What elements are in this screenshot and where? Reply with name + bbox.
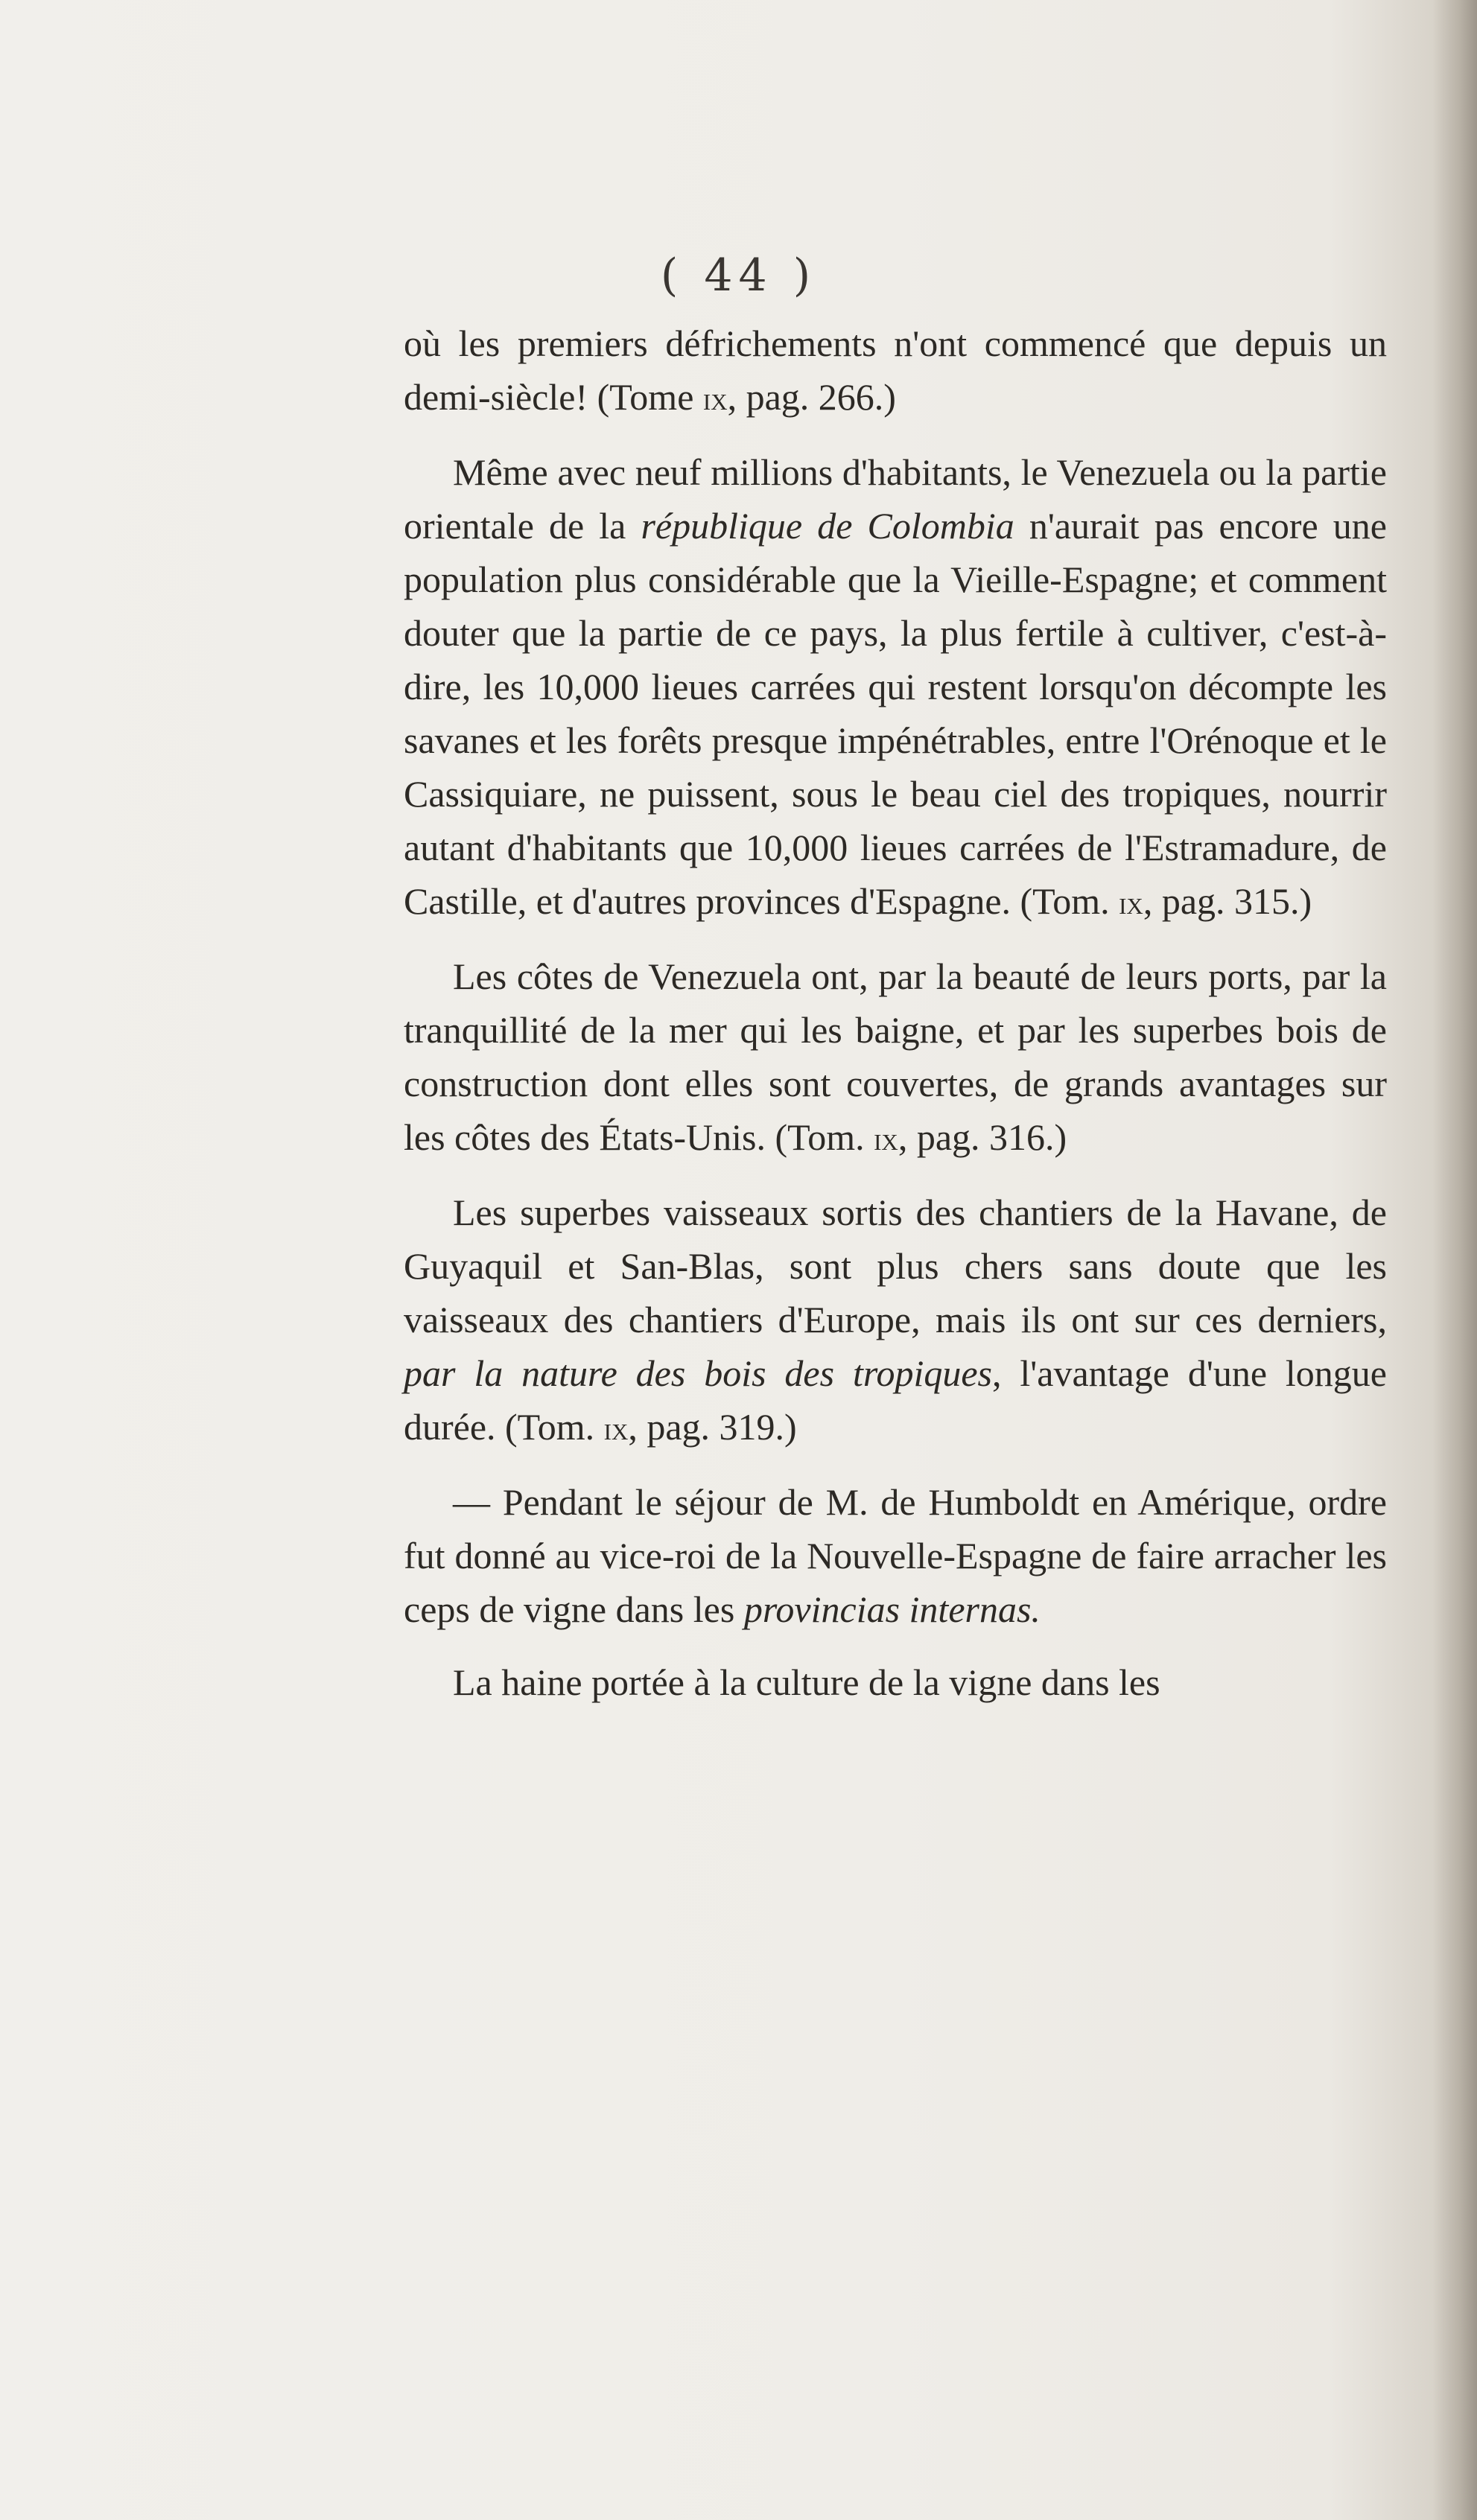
paragraph-4 [404,1186,1387,1456]
paragraph-3 [404,949,1387,1166]
paragraph-1 [404,316,1387,426]
body-text [404,316,1387,1728]
text-segment: Les côtes de Venezuela ont, par la beauté de leurs ports, par la tranquillité de la mer qui les baigne, et par les superbes bois de construction dont elles sont couvertes, de grands avantages sur les côtes des États-Unis. (Tom. [404,955,1387,1158]
text-segment: , pag. 319.) [628,1406,797,1448]
paragraph-6 [404,1655,1387,1709]
text-segment: Même avec neuf millions d'habitants, le Venezuela ou la partie orientale de la [404,451,1387,547]
roman-numeral: ix [874,1121,898,1157]
text-segment: où les premiers défrichements n'ont commencé que depuis un demi-siècle! (Tome [404,322,1387,418]
italic-segment: par la nature des bois des tropiques [404,1352,992,1394]
roman-numeral: ix [1119,885,1143,921]
paragraph-5 [404,1475,1387,1636]
paragraph-2 [404,445,1387,930]
text-segment: — Pendant le séjour de M. de Humboldt en Amérique, ordre fut donné au vice-roi de la Nouvelle-Espagne de faire arracher les ceps de vigne dans les [404,1481,1387,1630]
page-number: ( 44 ) [660,249,817,302]
page-edge-shadow [1432,0,1477,2520]
italic-segment: provincias internas. [743,1588,1041,1630]
text-segment: , pag. 315.) [1143,880,1312,922]
text-segment: , l'avantage d'une longue durée. (Tom. [404,1352,1387,1448]
roman-numeral: ix [702,381,728,417]
text-segment: n'aurait pas encore une population plus considérable que la Vieille-Espagne; et comment douter que la partie de ce pays, la plus fertile à cultiver, c'est-à-dire, les 10,000 lieues carrées qui restent lorsqu'on décompte les savanes et les forêts presque impénétrables, entre l'Orénoque et le Cassiquiare, ne puissent, sous le beau ciel des tropiques, nourrir autant d'habitants que 10,000 lieues carrées de l'Estramadure, de Castille, et d'autres provinces d'Espagne. (Tom. [404,505,1387,922]
roman-numeral: ix [603,1410,629,1447]
text-segment: La haine portée à la culture de la vigne dans les [453,1661,1160,1703]
text-segment: Les superbes vaisseaux sortis des chantiers de la Havane, de Guyaquil et San-Blas, sont plus chers sans doute que les vaisseaux des chantiers d'Europe, mais ils ont sur ces derniers, [404,1191,1387,1340]
text-segment: , pag. 266.) [727,376,896,418]
italic-segment: république de Colombia [641,505,1014,547]
text-segment: , pag. 316.) [898,1116,1067,1158]
